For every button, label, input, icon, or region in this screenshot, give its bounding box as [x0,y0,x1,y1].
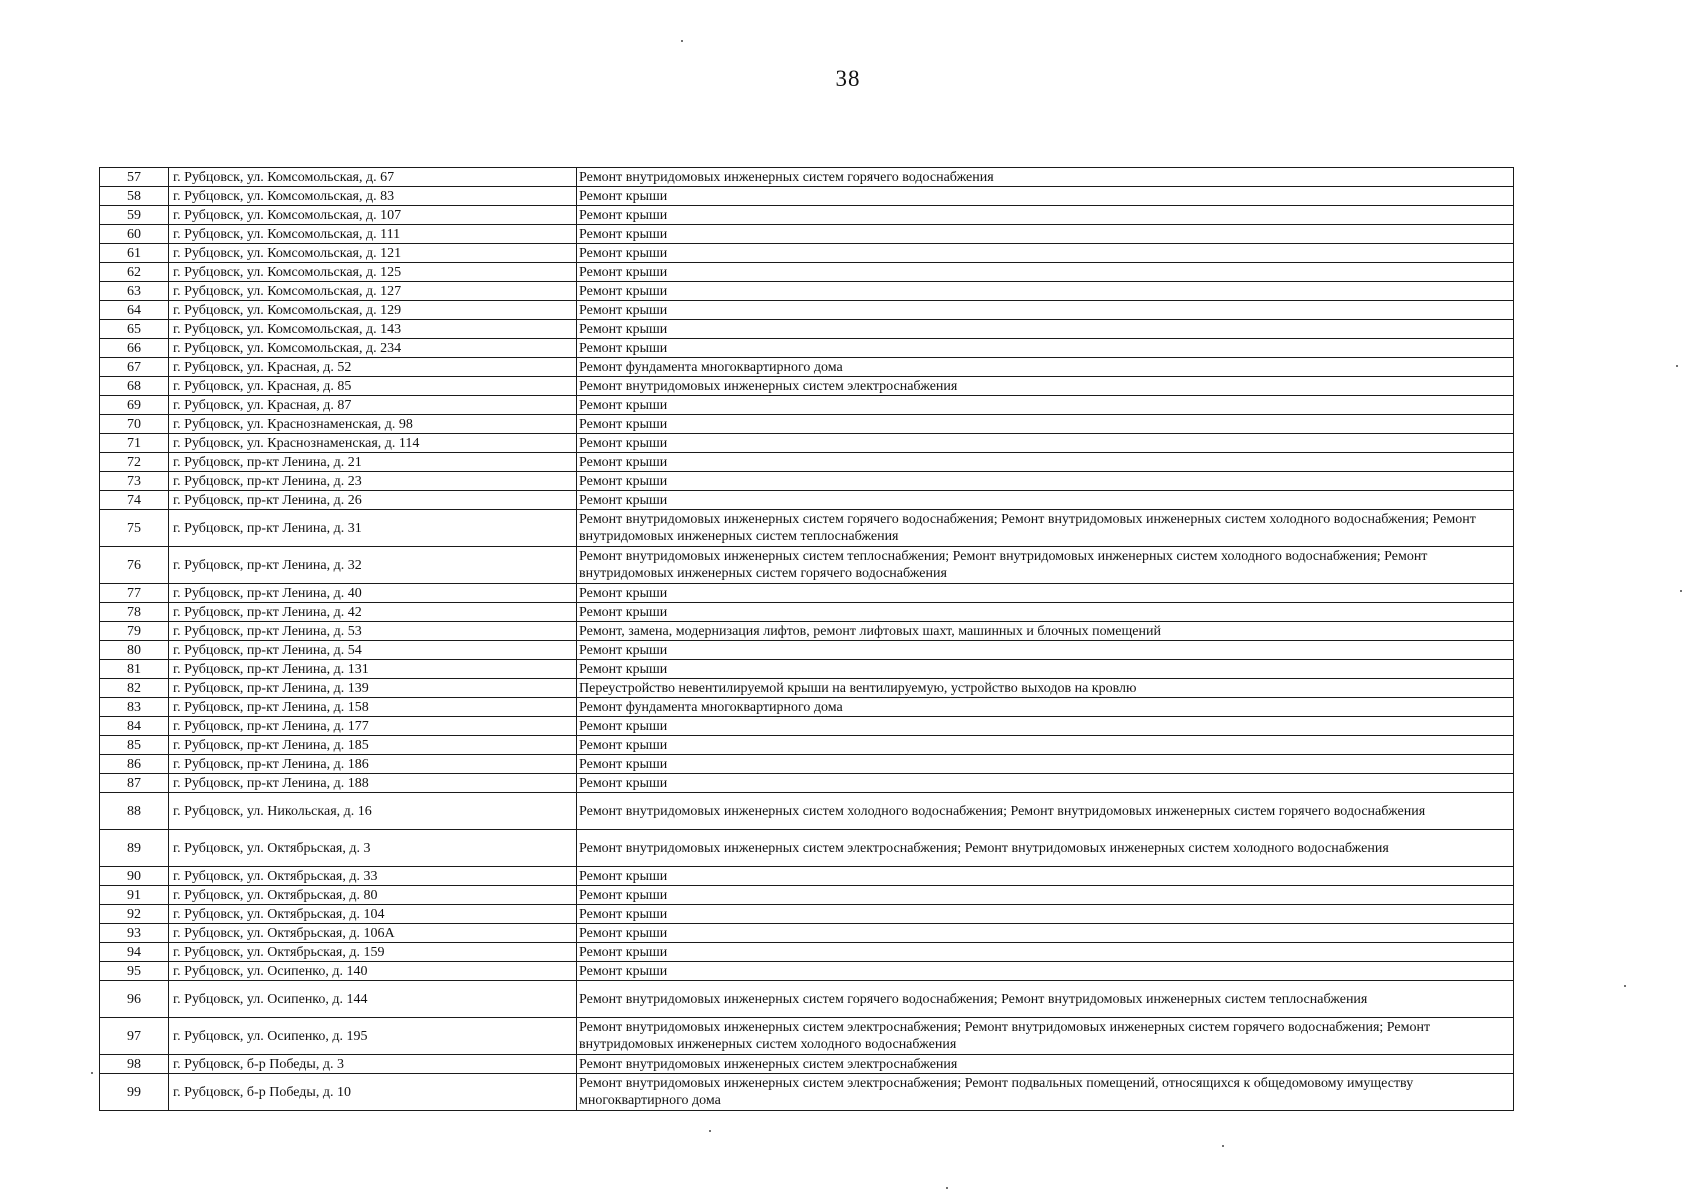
address-cell: г. Рубцовск, ул. Осипенко, д. 144 [169,981,577,1018]
table-row [100,905,1514,924]
row-number: 90 [100,867,169,886]
address-cell: г. Рубцовск, ул. Комсомольская, д. 125 [169,263,577,282]
table-row [100,867,1514,886]
work-type-cell: Ремонт внутридомовых инженерных систем электроснабжения; Ремонт внутридомовых инженерных систем горячего водоснабжения; Ремонт внутридомовых инженерных систем холодного водоснабжения [577,1018,1514,1055]
address-cell: г. Рубцовск, пр-кт Ленина, д. 23 [169,472,577,491]
work-type-cell: Ремонт фундамента многоквартирного дома [577,358,1514,377]
scan-speck [91,1072,93,1074]
address-cell: г. Рубцовск, ул. Комсомольская, д. 121 [169,244,577,263]
address-cell: г. Рубцовск, пр-кт Ленина, д. 131 [169,660,577,679]
work-type-cell: Ремонт крыши [577,206,1514,225]
page-number: 38 [835,66,861,91]
work-type-cell: Ремонт крыши [577,603,1514,622]
row-number: 91 [100,886,169,905]
row-number: 75 [100,510,169,547]
work-type-cell: Ремонт крыши [577,339,1514,358]
table-row [100,244,1514,263]
address-cell: г. Рубцовск, ул. Никольская, д. 16 [169,793,577,830]
work-type-cell: Ремонт крыши [577,320,1514,339]
address-cell: г. Рубцовск, пр-кт Ленина, д. 139 [169,679,577,698]
table-row [100,510,1514,547]
address-cell: г. Рубцовск, ул. Октябрьская, д. 106А [169,924,577,943]
row-number: 63 [100,282,169,301]
address-cell: г. Рубцовск, ул. Комсомольская, д. 111 [169,225,577,244]
table-row [100,1018,1514,1055]
row-number: 97 [100,1018,169,1055]
row-number: 66 [100,339,169,358]
address-cell: г. Рубцовск, ул. Комсомольская, д. 83 [169,187,577,206]
address-cell: г. Рубцовск, пр-кт Ленина, д. 158 [169,698,577,717]
work-type-cell: Ремонт внутридомовых инженерных систем электроснабжения; Ремонт внутридомовых инженерных систем холодного водоснабжения [577,830,1514,867]
row-number: 94 [100,943,169,962]
row-number: 99 [100,1074,169,1111]
address-cell: г. Рубцовск, пр-кт Ленина, д. 42 [169,603,577,622]
table-row [100,396,1514,415]
address-cell: г. Рубцовск, ул. Красная, д. 87 [169,396,577,415]
address-cell: г. Рубцовск, ул. Красная, д. 85 [169,377,577,396]
address-cell: г. Рубцовск, б-р Победы, д. 3 [169,1055,577,1074]
address-cell: г. Рубцовск, ул. Комсомольская, д. 129 [169,301,577,320]
table-row [100,434,1514,453]
address-cell: г. Рубцовск, ул. Октябрьская, д. 104 [169,905,577,924]
table-row [100,225,1514,244]
table-row [100,698,1514,717]
table-row [100,641,1514,660]
row-number: 73 [100,472,169,491]
address-cell: г. Рубцовск, пр-кт Ленина, д. 32 [169,547,577,584]
work-type-cell: Ремонт внутридомовых инженерных систем электроснабжения [577,377,1514,396]
table-row [100,453,1514,472]
work-type-cell: Ремонт крыши [577,660,1514,679]
work-type-cell: Ремонт крыши [577,301,1514,320]
address-cell: г. Рубцовск, пр-кт Ленина, д. 31 [169,510,577,547]
work-type-cell: Ремонт внутридомовых инженерных систем горячего водоснабжения [577,168,1514,187]
row-number: 74 [100,491,169,510]
table-row [100,472,1514,491]
table-row [100,339,1514,358]
scan-speck [946,1187,948,1189]
work-type-cell: Ремонт внутридомовых инженерных систем горячего водоснабжения; Ремонт внутридомовых инженерных систем холодного водоснабжения; Ремонт внутридомовых инженерных систем теплоснабжения [577,510,1514,547]
work-type-cell: Ремонт крыши [577,491,1514,510]
work-type-cell: Ремонт крыши [577,415,1514,434]
address-cell: г. Рубцовск, ул. Комсомольская, д. 127 [169,282,577,301]
row-number: 77 [100,584,169,603]
row-number: 79 [100,622,169,641]
address-cell: г. Рубцовск, пр-кт Ленина, д. 53 [169,622,577,641]
work-type-cell: Ремонт крыши [577,774,1514,793]
row-number: 70 [100,415,169,434]
address-cell: г. Рубцовск, ул. Комсомольская, д. 67 [169,168,577,187]
work-type-cell: Ремонт крыши [577,263,1514,282]
table-row [100,584,1514,603]
address-cell: г. Рубцовск, ул. Комсомольская, д. 143 [169,320,577,339]
table-row [100,603,1514,622]
row-number: 98 [100,1055,169,1074]
work-type-cell: Ремонт внутридомовых инженерных систем теплоснабжения; Ремонт внутридомовых инженерных систем холодного водоснабжения; Ремонт внутридомовых инженерных систем горячего водоснабжения [577,547,1514,584]
table-row [100,282,1514,301]
work-type-cell: Ремонт крыши [577,641,1514,660]
table-row [100,168,1514,187]
address-cell: г. Рубцовск, пр-кт Ленина, д. 188 [169,774,577,793]
row-number: 96 [100,981,169,1018]
works-table [99,167,1514,1111]
table-row [100,263,1514,282]
work-type-cell: Переустройство невентилируемой крыши на вентилируемую, устройство выходов на кровлю [577,679,1514,698]
address-cell: г. Рубцовск, пр-кт Ленина, д. 186 [169,755,577,774]
row-number: 95 [100,962,169,981]
table-row [100,830,1514,867]
address-cell: г. Рубцовск, ул. Комсомольская, д. 234 [169,339,577,358]
table-row [100,187,1514,206]
address-cell: г. Рубцовск, ул. Краснознаменская, д. 98 [169,415,577,434]
row-number: 78 [100,603,169,622]
row-number: 88 [100,793,169,830]
table-row [100,622,1514,641]
table-row [100,377,1514,396]
address-cell: г. Рубцовск, ул. Красная, д. 52 [169,358,577,377]
row-number: 84 [100,717,169,736]
row-number: 83 [100,698,169,717]
table-row [100,320,1514,339]
row-number: 68 [100,377,169,396]
address-cell: г. Рубцовск, ул. Октябрьская, д. 3 [169,830,577,867]
row-number: 60 [100,225,169,244]
row-number: 64 [100,301,169,320]
table-row [100,358,1514,377]
work-type-cell: Ремонт крыши [577,434,1514,453]
address-cell: г. Рубцовск, пр-кт Ленина, д. 185 [169,736,577,755]
work-type-cell: Ремонт крыши [577,396,1514,415]
work-type-cell: Ремонт крыши [577,584,1514,603]
work-type-cell: Ремонт крыши [577,886,1514,905]
address-cell: г. Рубцовск, пр-кт Ленина, д. 21 [169,453,577,472]
work-type-cell: Ремонт фундамента многоквартирного дома [577,698,1514,717]
table-row [100,660,1514,679]
address-cell: г. Рубцовск, ул. Комсомольская, д. 107 [169,206,577,225]
work-type-cell: Ремонт крыши [577,187,1514,206]
table-row [100,774,1514,793]
table-row [100,943,1514,962]
work-type-cell: Ремонт крыши [577,736,1514,755]
row-number: 57 [100,168,169,187]
work-type-cell: Ремонт крыши [577,755,1514,774]
table-row [100,736,1514,755]
row-number: 72 [100,453,169,472]
row-number: 65 [100,320,169,339]
row-number: 89 [100,830,169,867]
scan-speck [1676,365,1678,367]
address-cell: г. Рубцовск, ул. Октябрьская, д. 33 [169,867,577,886]
work-type-cell: Ремонт крыши [577,225,1514,244]
address-cell: г. Рубцовск, пр-кт Ленина, д. 40 [169,584,577,603]
table-row [100,717,1514,736]
row-number: 93 [100,924,169,943]
work-type-cell: Ремонт крыши [577,453,1514,472]
address-cell: г. Рубцовск, ул. Осипенко, д. 195 [169,1018,577,1055]
work-type-cell: Ремонт внутридомовых инженерных систем электроснабжения; Ремонт подвальных помещений, относящихся к общедомовому имуществу многоквартирного дома [577,1074,1514,1111]
row-number: 76 [100,547,169,584]
work-type-cell: Ремонт внутридомовых инженерных систем электроснабжения [577,1055,1514,1074]
row-number: 59 [100,206,169,225]
table-row [100,1055,1514,1074]
address-cell: г. Рубцовск, пр-кт Ленина, д. 177 [169,717,577,736]
address-cell: г. Рубцовск, ул. Октябрьская, д. 159 [169,943,577,962]
work-type-cell: Ремонт крыши [577,244,1514,263]
address-cell: г. Рубцовск, ул. Октябрьская, д. 80 [169,886,577,905]
row-number: 92 [100,905,169,924]
table-row [100,679,1514,698]
scan-speck [1222,1145,1224,1147]
work-type-cell: Ремонт внутридомовых инженерных систем горячего водоснабжения; Ремонт внутридомовых инженерных систем теплоснабжения [577,981,1514,1018]
address-cell: г. Рубцовск, ул. Осипенко, д. 140 [169,962,577,981]
work-type-cell: Ремонт крыши [577,717,1514,736]
table-row [100,301,1514,320]
table-row [100,924,1514,943]
address-cell: г. Рубцовск, пр-кт Ленина, д. 26 [169,491,577,510]
work-type-cell: Ремонт крыши [577,905,1514,924]
row-number: 62 [100,263,169,282]
work-type-cell: Ремонт крыши [577,943,1514,962]
works-table-body [100,168,1514,1111]
work-type-cell: Ремонт внутридомовых инженерных систем холодного водоснабжения; Ремонт внутридомовых инженерных систем горячего водоснабжения [577,793,1514,830]
work-type-cell: Ремонт крыши [577,924,1514,943]
row-number: 58 [100,187,169,206]
row-number: 81 [100,660,169,679]
row-number: 67 [100,358,169,377]
work-type-cell: Ремонт крыши [577,867,1514,886]
table-row [100,547,1514,584]
table-row [100,206,1514,225]
address-cell: г. Рубцовск, ул. Краснознаменская, д. 114 [169,434,577,453]
table-row [100,793,1514,830]
row-number: 69 [100,396,169,415]
table-row [100,755,1514,774]
scan-speck [1624,985,1626,987]
work-type-cell: Ремонт крыши [577,282,1514,301]
row-number: 80 [100,641,169,660]
scan-speck [709,1130,711,1132]
row-number: 61 [100,244,169,263]
work-type-cell: Ремонт крыши [577,962,1514,981]
scan-speck [681,40,683,42]
address-cell: г. Рубцовск, пр-кт Ленина, д. 54 [169,641,577,660]
row-number: 87 [100,774,169,793]
work-type-cell: Ремонт, замена, модернизация лифтов, ремонт лифтовых шахт, машинных и блочных помещений [577,622,1514,641]
row-number: 71 [100,434,169,453]
table-row [100,962,1514,981]
row-number: 86 [100,755,169,774]
address-cell: г. Рубцовск, б-р Победы, д. 10 [169,1074,577,1111]
row-number: 85 [100,736,169,755]
table-row [100,981,1514,1018]
table-row [100,1074,1514,1111]
table-row [100,491,1514,510]
table-row [100,415,1514,434]
table-row [100,886,1514,905]
scan-speck [1680,590,1682,592]
row-number: 82 [100,679,169,698]
work-type-cell: Ремонт крыши [577,472,1514,491]
